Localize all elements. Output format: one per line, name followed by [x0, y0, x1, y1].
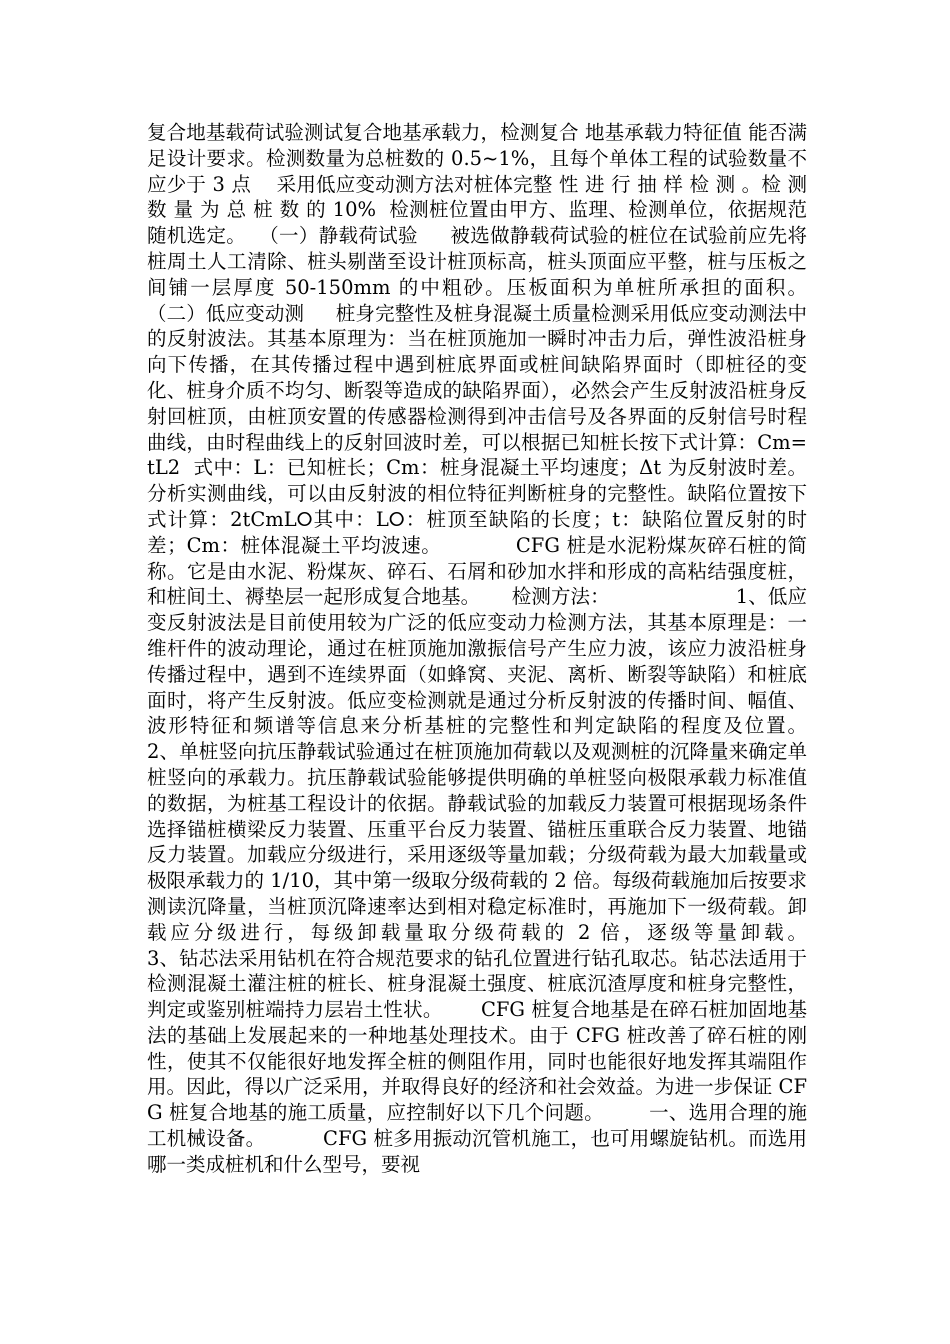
- document-body: [147, 120, 900, 1178]
- body-paragraph: 复合地基载荷试验测试复合地基承载力，检测复合 地基承载力特征值 能否满足设计要求。检测数量为总桩数的 0.5~1%，且每个单体工程的试验数量不应少于 3 点 采用低应变动测方法对桩体完整 性 进 行 抽 样 检 测 。检 测 数 量 为 总 桩 数 的 10% 检测桩位置由甲方、监理、检测单位，依据规范随机选定。 （一）静载荷试验 被选做静载荷试验的桩位在试验前应先将桩周土人工清除、桩头剔凿至设计桩顶标高，桩头顶面应平整，桩与压板之间铺一层厚度 50-150mm 的中粗砂。压板面积为单桩所承担的面积。 （二）低应变动测 桩身完整性及桩身混凝土质量检测采用低应变动测法中的反射波法。其基本原理为：当在桩顶施加一瞬时冲击力后，弹性波沿桩身向下传播，在其传播过程中遇到桩底界面或桩间缺陷界面时（即桩径的变化、桩身介质不均匀、断裂等造成的缺陷界面），必然会产生反射波沿桩身反射回桩顶，由桩顶安置的传感器检测得到冲击信号及各界面的反射信号时程曲线，由时程曲线上的反射回波时差，可以根据已知桩长按下式计算：Cm=tL2 式中：L：已知桩长；Cm：桩身混凝土平均速度；Δt 为反射波时差。分析实测曲线，可以由反射波的相位特征判断桩身的完整性。缺陷位置按下式计算：2tCmL⭘其中：L⭘：桩顶至缺陷的长度；t：缺陷位置反射的时差；Cm：桩体混凝土平均波速。 CFG 桩是水泥粉煤灰碎石桩的简称。它是由水泥、粉煤灰、碎石、石屑和砂加水拌和形成的高粘结强度桩，和桩间土、褥垫层一起形成复合地基。 检测方法： 1、低应变反射波法是目前使用较为广泛的低应变动力检测方法，其基本原理是：一维杆件的波动理论，通过在桩顶施加激振信号产生应力波，该应力波沿桩身传播过程中，遇到不连续界面（如蜂窝、夹泥、离析、断裂等缺陷）和桩底面时，将产生反射波。低应变检测就是通过分析反射波的传播时间、幅值、波形特征和频谱等信息来分析基桩的完整性和判定缺陷的程度及位置。 2、单桩竖向抗压静载试验通过在桩顶施加荷载以及观测桩的沉降量来确定单桩竖向的承载力。抗压静载试验能够提供明确的单桩竖向极限承载力标准值的数据，为桩基工程设计的依据。静载试验的加载反力装置可根据现场条件选择锚桩横梁反力装置、压重平台反力装置、锚桩压重联合反力装置、地锚反力装置。加载应分级进行，采用逐级等量加载；分级荷载为最大加载量或极限承载力的 1/10，其中第一级取分级荷载的 2 倍。每级荷载施加后按要求测读沉降量，当桩顶沉降速率达到相对稳定标准时，再施加下一级荷载。卸载应分级进行，每级卸载量取分级荷载的 2 倍，逐级等量卸载。 3、钻芯法采用钻机在符合规范要求的钻孔位置进行钻孔取芯。钻芯法适用于检测混凝土灌注桩的桩长、桩身混凝土强度、桩底沉渣厚度和桩身完整性，判定或鉴别桩端持力层岩土性状。 CFG 桩复合地基是在碎石桩加固地基法的基础上发展起来的一种地基处理技术。由于 CFG 桩改善了碎石桩的刚性，使其不仅能很好地发挥全桩的侧阻作用，同时也能很好地发挥其端阻作用。因此，得以广泛采用，并取得良好的经济和社会效益。为进一步保证 CFG 桩复合地基的施工质量，应控制好以下几个问题。 一、选用合理的施工机械设备。 CFG 桩多用振动沉管机施工，也可用螺旋钻机。而选用哪一类成桩机和什么型号，要视: [147, 121, 900, 1176]
